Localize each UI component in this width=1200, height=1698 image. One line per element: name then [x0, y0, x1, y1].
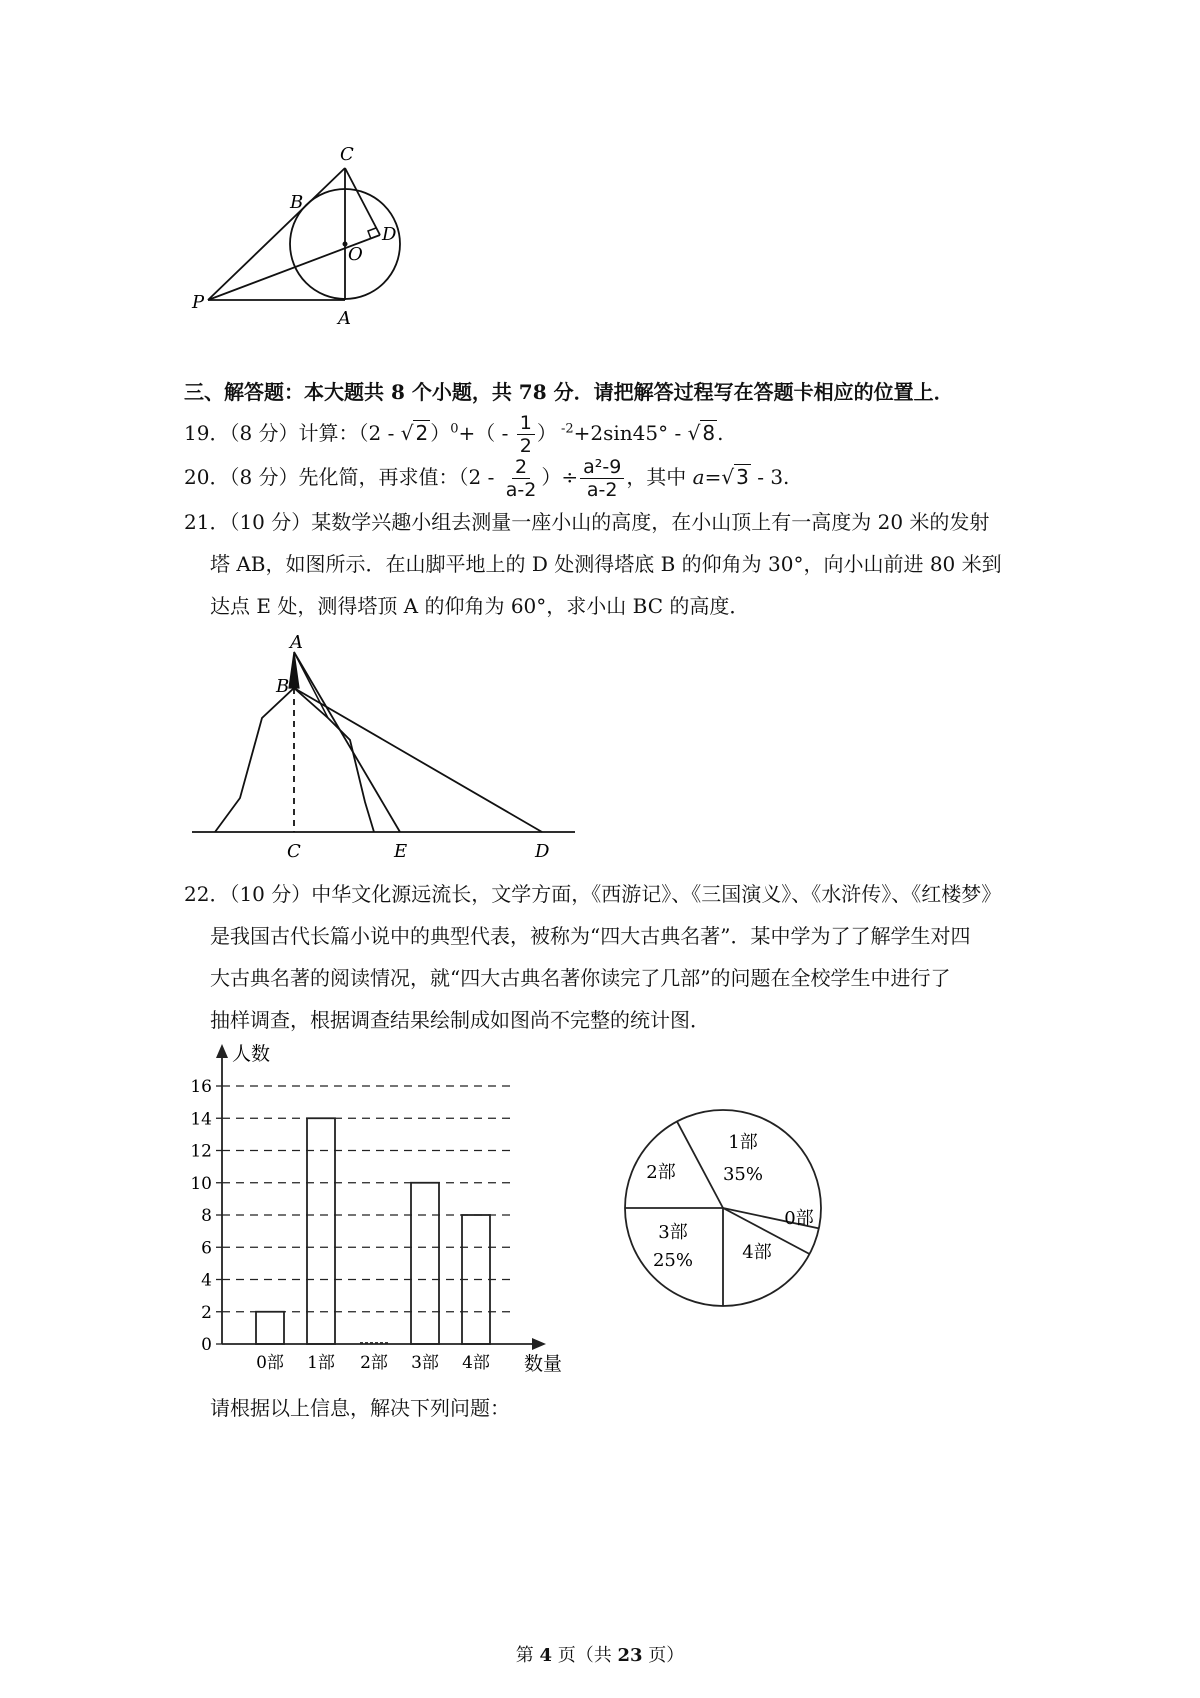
line-ae — [294, 652, 400, 832]
question-20 — [184, 456, 789, 501]
line-bd — [294, 688, 542, 832]
section-title: 三、解答题：本大题共 8 个小题，共 78 分．请把解答过程写在答题卡相应的位置上． — [184, 380, 954, 404]
label-a: A — [338, 308, 351, 329]
circle-tangent-figure — [180, 140, 440, 340]
closing-text: 请根据以上信息，解决下列问题： — [210, 1396, 510, 1420]
footer-page: 4 — [539, 1645, 552, 1666]
q19-prefix: 19．（8 分）计算：（2 - — [184, 421, 401, 445]
y-tick-label: 16 — [190, 1077, 212, 1097]
pie-slice-boundary — [677, 1121, 723, 1208]
bar — [411, 1183, 439, 1344]
q20-where: ，其中 — [626, 465, 693, 489]
y-tick-label: 8 — [201, 1206, 212, 1226]
footer-mid: 页（共 — [552, 1645, 618, 1666]
y-axis-label: 人数 — [232, 1043, 271, 1065]
y-tick-label: 0 — [201, 1335, 212, 1355]
q20-var: a — [692, 465, 705, 489]
q20-mid: ）÷ — [541, 465, 579, 489]
label-o: O — [348, 244, 363, 265]
line-pc — [208, 168, 345, 300]
fraction-a2-9-over-a-2 — [580, 456, 624, 501]
pie-slice-label: 2部 — [646, 1162, 676, 1183]
label-a: A — [290, 632, 303, 653]
q19-exp-neg2: -2 — [556, 421, 574, 437]
sqrt-2: √ 2 — [400, 421, 429, 445]
page-footer — [0, 1641, 1200, 1667]
q19-plus: +（ - — [458, 421, 515, 445]
q20-frac1-den: a-2 — [505, 479, 537, 501]
q20-tail: - 3. — [750, 465, 790, 489]
sqrt-8: √ 8 — [687, 421, 716, 445]
pie-percent-label: 25% — [652, 1250, 694, 1271]
label-e: E — [394, 841, 408, 862]
x-category-label: 0部 — [256, 1353, 284, 1373]
label-b: B — [276, 676, 290, 697]
q20-frac1-num: 2 — [512, 456, 530, 479]
bar — [307, 1118, 335, 1344]
y-tick-label: 2 — [201, 1302, 212, 1323]
question-22-line1: 22．（10 分）中华文化源远流长，文学方面，《西游记》、《三国演义》、《水浒传》、《红楼梦》 — [184, 882, 1002, 906]
pie-slice-label: 1部 — [728, 1132, 758, 1153]
q20-frac2-num: a²-9 — [580, 456, 624, 479]
q19-sqrt2-radicand: 2 — [415, 421, 429, 445]
q20-prefix: 20．（8 分）先化简，再求值：（2 - — [184, 465, 501, 489]
q19-exp-0: 0 — [450, 421, 459, 437]
y-tick-label: 10 — [190, 1173, 212, 1194]
q19-frac-num: 1 — [517, 412, 535, 435]
mountain-tower-figure — [190, 630, 590, 865]
pie-slice-label: 4部 — [742, 1242, 772, 1263]
q19-close: ） — [536, 421, 557, 445]
q19-after-sqrt2: ） — [430, 421, 451, 445]
y-tick-label: 4 — [201, 1270, 212, 1291]
label-c: C — [287, 841, 301, 862]
label-c: C — [340, 144, 354, 165]
x-category-label: 3部 — [411, 1353, 439, 1373]
q20-eq: = — [704, 465, 722, 489]
q20-frac2-den: a-2 — [586, 479, 618, 501]
x-axis-label: 数量 — [524, 1353, 563, 1375]
q19-sqrt8-radicand: 8 — [702, 421, 716, 445]
label-p: P — [192, 292, 205, 313]
q19-frac-den: 2 — [519, 435, 532, 457]
x-axis-arrow — [532, 1338, 546, 1350]
question-22-line2: 是我国古代长篇小说中的典型代表，被称为“四大古典名著”．某中学为了了解学生对四 — [210, 924, 971, 948]
sqrt-3: √ 3 — [721, 465, 749, 489]
label-d: D — [535, 841, 550, 862]
footer-post: 页） — [642, 1645, 685, 1666]
question-21-line2: 塔 AB，如图所示．在山脚平地上的 D 处测得塔底 B 的仰角为 30°，向小山前进 80 米到 — [210, 552, 1002, 576]
y-axis-arrow — [216, 1044, 228, 1058]
q20-sqrt3-radicand: 3 — [736, 465, 749, 489]
question-21-line1: 21．（10 分）某数学兴趣小组去测量一座小山的高度，在小山顶上有一高度为 20 米的发射 — [184, 510, 990, 534]
x-category-label: 1部 — [307, 1353, 335, 1373]
label-b: B — [290, 192, 304, 213]
center-point — [343, 242, 348, 247]
question-19 — [184, 412, 723, 457]
bar — [256, 1312, 284, 1344]
pie-chart — [615, 1100, 835, 1320]
label-d: D — [382, 224, 397, 245]
y-tick-label: 14 — [190, 1109, 212, 1130]
x-category-label: 4部 — [462, 1353, 490, 1373]
q19-end: . — [717, 421, 724, 445]
pie-percent-label: 35% — [722, 1164, 764, 1185]
pie-slice-label: 3部 — [658, 1222, 688, 1243]
fraction-2-over-a-2 — [503, 456, 540, 501]
question-22-line3: 大古典名著的阅读情况，就“四大古典名著你读完了几部”的问题在全校学生中进行了 — [210, 966, 951, 990]
line-cd — [345, 168, 380, 235]
question-21-line3: 达点 E 处，测得塔顶 A 的仰角为 60°，求小山 BC 的高度． — [210, 594, 750, 618]
q19-tail: +2sin45° - — [573, 421, 688, 445]
fraction-one-half — [517, 412, 535, 457]
footer-pre: 第 — [515, 1645, 540, 1666]
x-category-label: 2部 — [360, 1353, 388, 1373]
bar-chart — [190, 1040, 590, 1380]
y-tick-label: 6 — [201, 1238, 212, 1259]
pie-slice-label: 0部 — [784, 1208, 814, 1229]
y-tick-label: 12 — [190, 1141, 212, 1162]
question-22-line4: 抽样调查，根据调查结果绘制成如图尚不完整的统计图． — [210, 1008, 710, 1032]
footer-total: 23 — [617, 1645, 643, 1666]
